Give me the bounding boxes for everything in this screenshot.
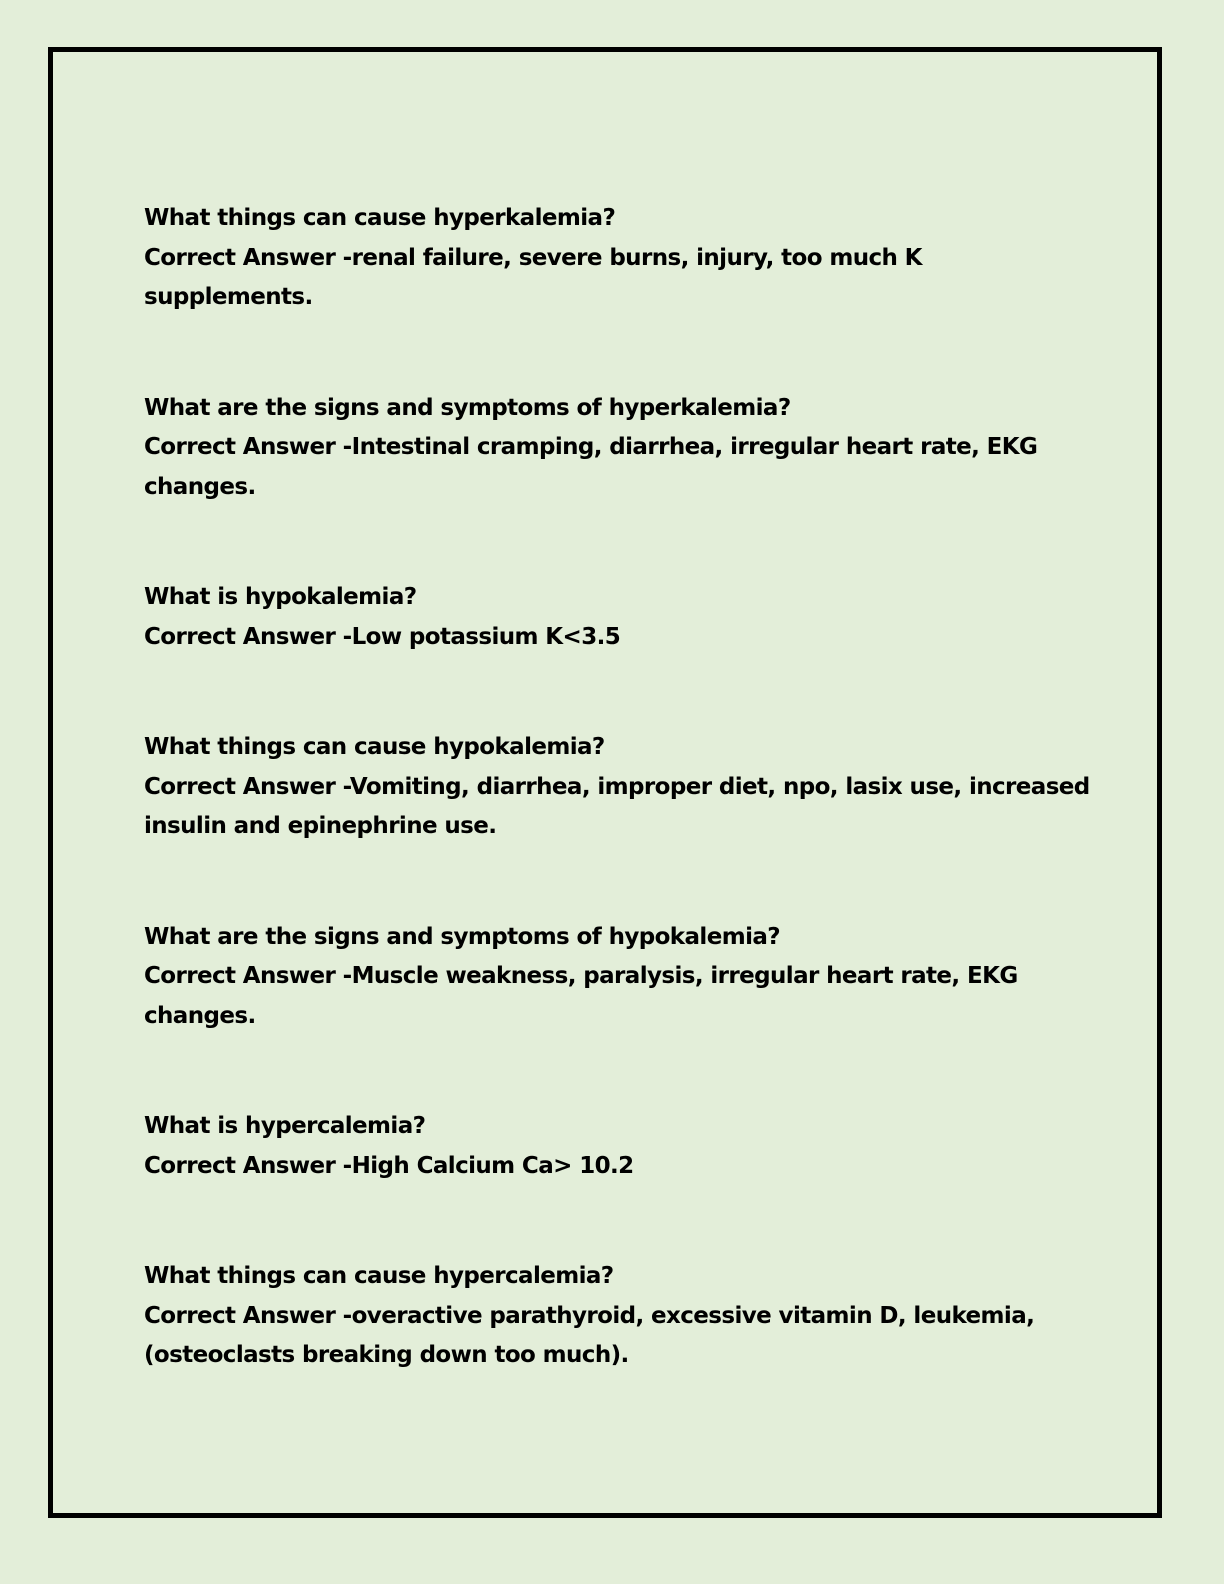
qa-item xyxy=(144,918,1094,1037)
question-text: What is hypercalemia? xyxy=(144,1113,426,1139)
qa-list xyxy=(144,199,1094,1447)
question-text: What are the signs and symptoms of hypokalemia? xyxy=(144,923,781,950)
answer-text: Correct Answer -Vomiting, diarrhea, improper diet, npo, lasix use, increased insulin and epinephrine use. xyxy=(144,773,1090,839)
answer-text: Correct Answer -renal failure, severe burns, injury, too much K supplements. xyxy=(144,244,922,310)
answer-text: Correct Answer -High Calcium Ca> 10.2 xyxy=(144,1152,634,1179)
qa-item xyxy=(144,728,1094,847)
question-text: What things can cause hypokalemia? xyxy=(144,734,605,760)
question-text: What things can cause hypercalemia? xyxy=(144,1263,614,1289)
question-text: What is hypokalemia? xyxy=(144,584,417,610)
qa-item xyxy=(144,1257,1094,1376)
qa-item xyxy=(144,389,1094,508)
answer-text: Correct Answer -Low potassium K<3.5 xyxy=(144,623,621,650)
qa-item xyxy=(144,1107,1094,1186)
answer-text: Correct Answer -Intestinal cramping, diarrhea, irregular heart rate, EKG changes. xyxy=(144,434,1038,500)
question-text: What are the signs and symptoms of hyperkalemia? xyxy=(144,394,791,421)
qa-item xyxy=(144,578,1094,657)
question-text: What things can cause hyperkalemia? xyxy=(144,205,616,231)
answer-text: Correct Answer -overactive parathyroid, excessive vitamin D, leukemia, (osteoclasts breaking down too much). xyxy=(144,1302,1035,1368)
qa-item xyxy=(144,199,1094,318)
answer-text: Correct Answer -Muscle weakness, paralysis, irregular heart rate, EKG changes. xyxy=(144,963,1018,1029)
